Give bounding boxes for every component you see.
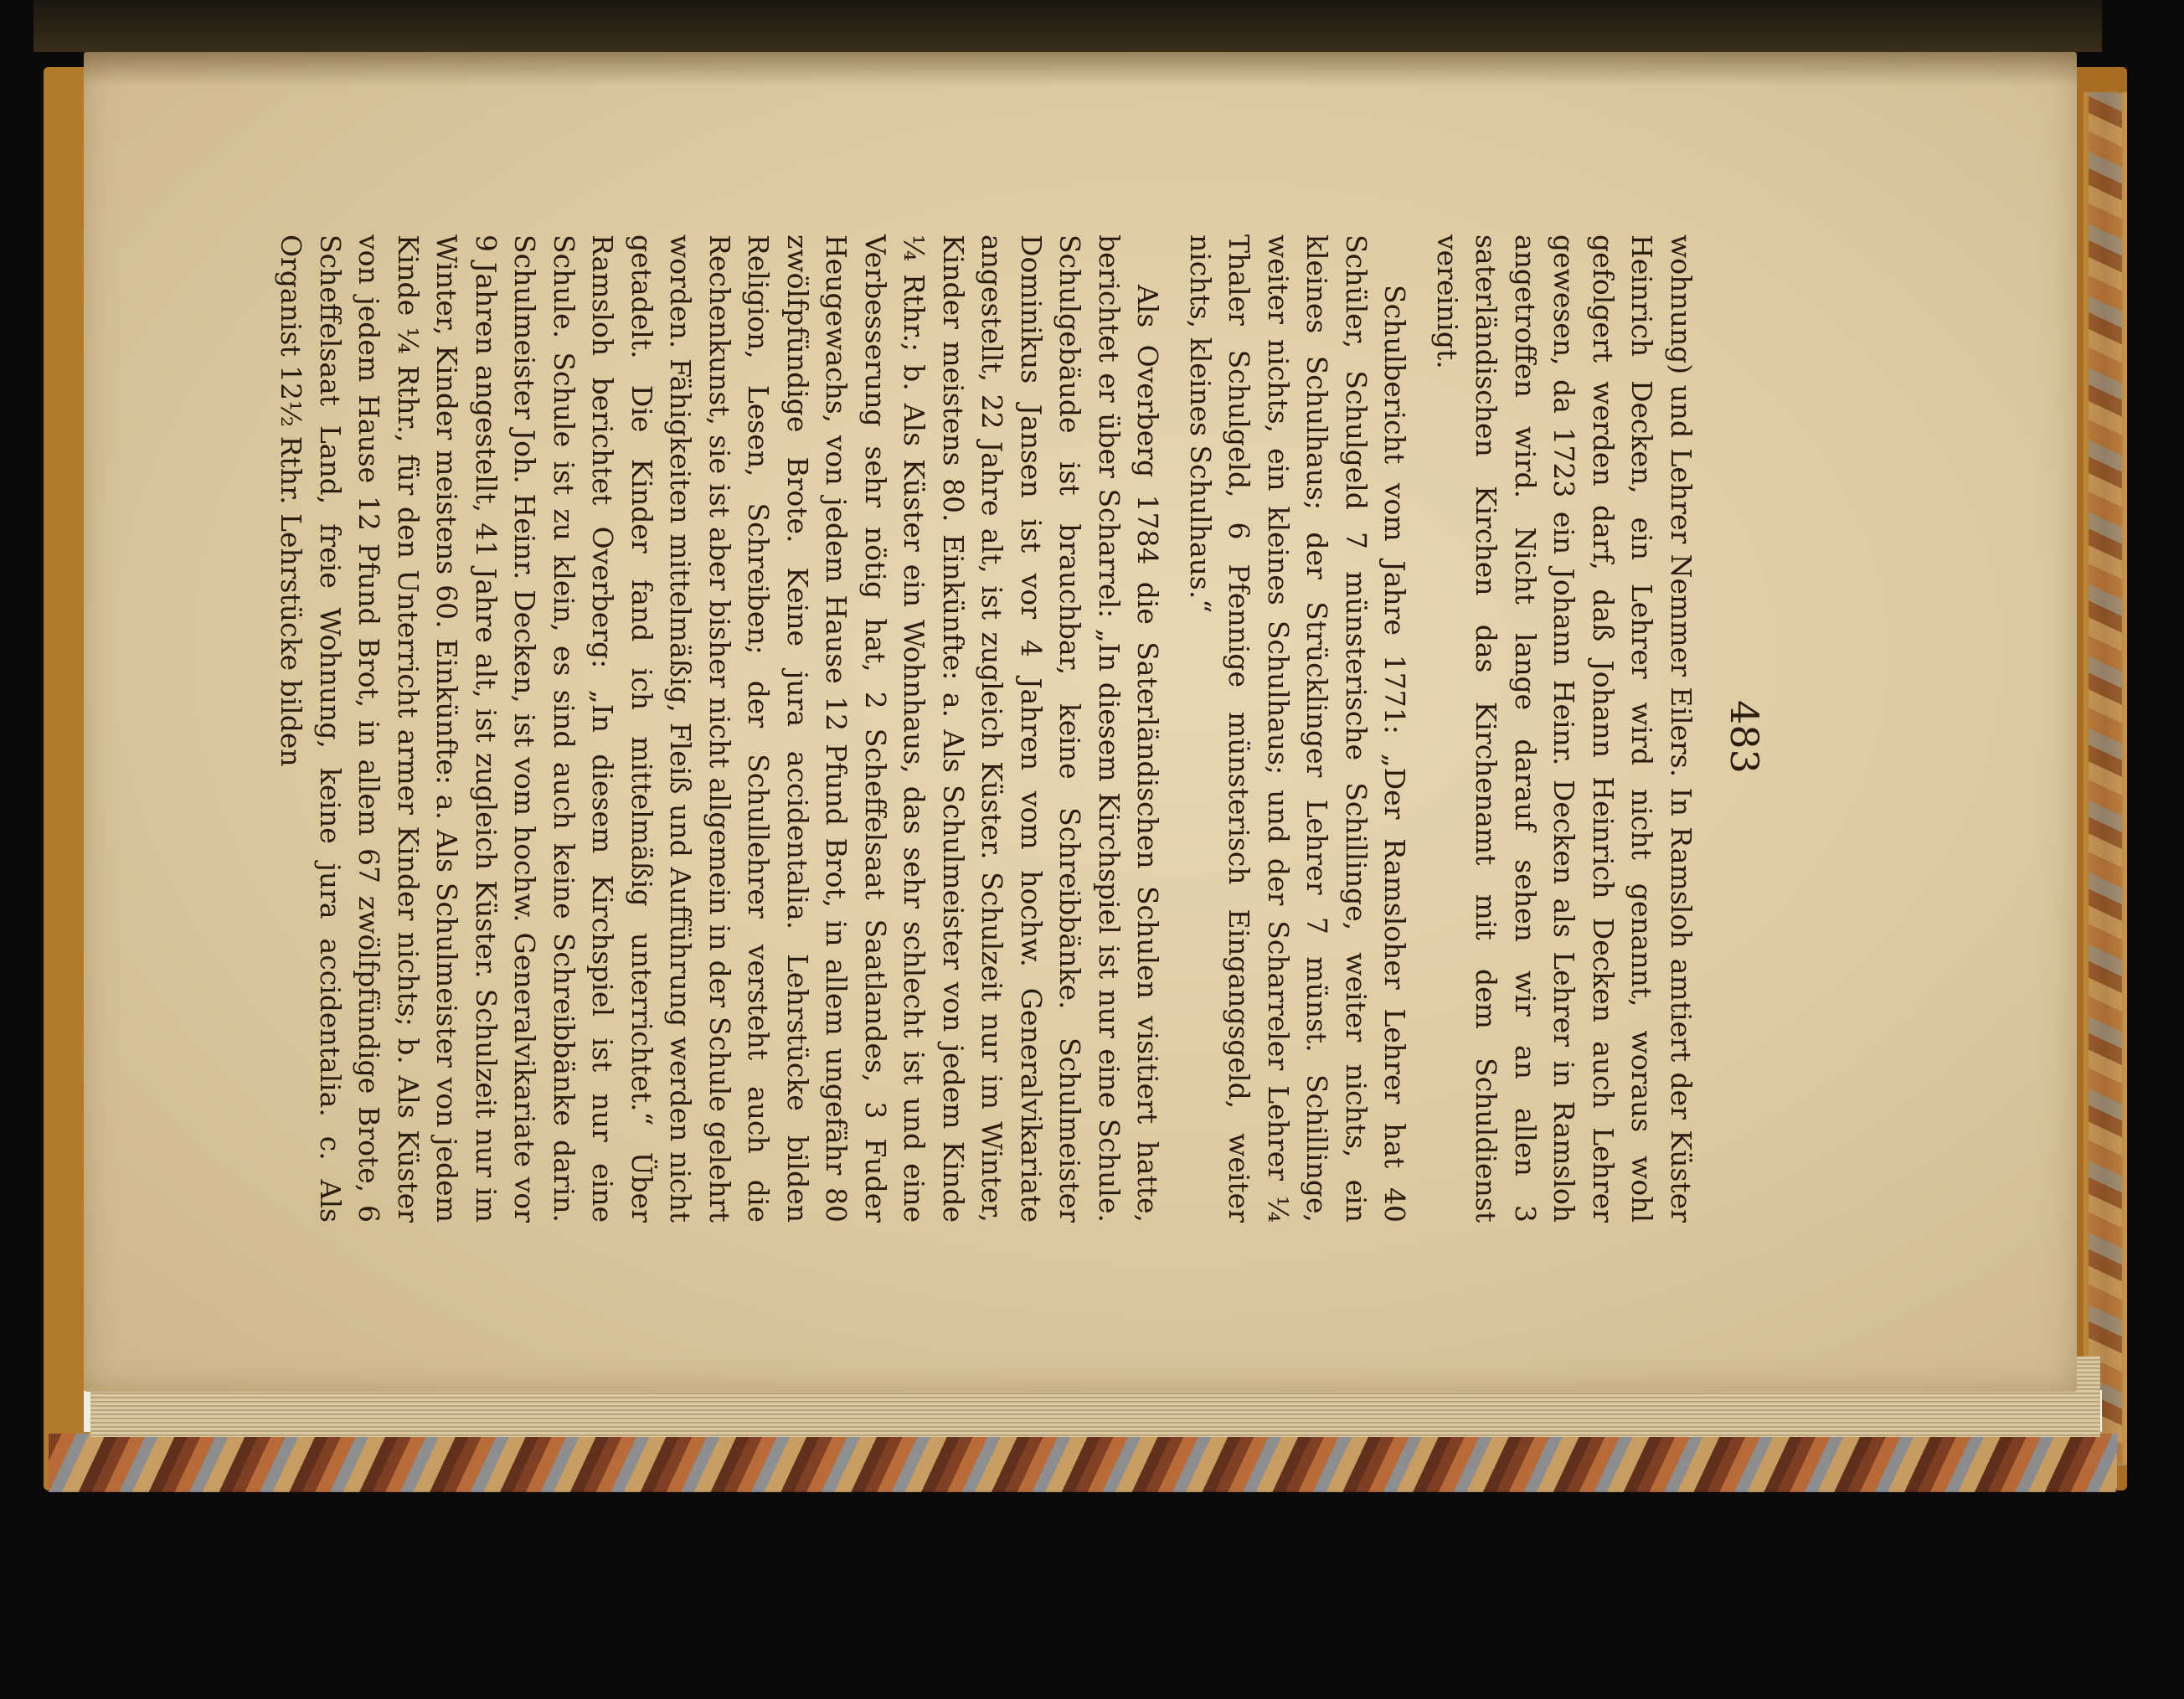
book-spine-edge xyxy=(2084,92,2127,1465)
gutter-shadow xyxy=(84,52,2077,85)
marbled-edge-bottom xyxy=(49,1434,2117,1492)
marbled-edge-side xyxy=(2089,92,2122,1465)
page-text xyxy=(258,234,1700,1223)
paragraph: Als Overberg 1784 die Saterländischen Schulen visitiert hatte, berichtet er über Scharrel: „In diesem Kirchspiel ist nur eine Schule. Schulgebäude ist brauchbar, keine Schreibbänke. Schulmeister Dominikus Jansen ist vor 4 Jahren vom hochw. Generalvikariate angestellt, 22 Jahre alt, ist zugleich Küster. Schulzeit nur im Winter, Kinder meistens 80. Einkünfte: a. Als Schulmeister von jedem Kinde ¼ Rthr.; b. Als Küster ein Wohnhaus, das sehr schlecht ist und eine Verbesserung sehr nötig hat, 2 Scheffelsaat Saatlandes, 3 Fuder Heugewachs, von jedem Hause 12 Pfund Brot, in allem ungefähr 80 zwölfpfündige Brote. Keine jura accidentalia. Lehrstücke bilden Religion, Lesen, Schreiben; der Schullehrer versteht auch die Rechenkunst, sie ist aber bisher nicht allgemein in der Schule gelehrt worden. Fähigkeiten mittelmäßig, Fleiß und Aufführung werden nicht getadelt. Die Kinder fand ich mittelmäßig unterrichtet.“ Über Ramsloh berichtet Overberg: „In diesem Kirchspiel ist nur eine Schule. Schule ist zu klein, es sind auch keine Schreibbänke darin. Schulmeister Joh. Heinr. Decken, ist vom hochw. Generalvikariate vor 9 Jahren angestellt, 41 Jahre alt, ist zugleich Küster. Schulzeit nur im Winter, Kinder meistens 60. Einkünfte: a. Als Schulmeister von jedem Kinde ¼ Rthr., für den Unterricht armer Kinder nichts; b. Als Küster von jedem Hause 12 Pfund Brot, in allem 67 zwölfpfündige Brote, 6 Scheffelsaat Land, freie Wohnung, keine jura accidentalia. c. Als Organist 12½ Rthr. Lehrstücke bilden xyxy=(275,234,1165,1223)
paragraph: wohnung) und Lehrer Nemmer Eilers. In Ramsloh amtiert der Küster Heinrich Decken, ein Lehrer wird nicht genannt, woraus wohl gefolgert werden darf, daß Johann Heinrich Decken auch Lehrer gewesen, da 1723 ein Johann Heinr. Decken als Lehrer in Ramsloh angetroffen wird. Nicht lange darauf sehen wir an allen 3 saterländischen Kirchen das Kirchenamt mit dem Schuldienst vereinigt. xyxy=(1431,234,1697,1223)
paragraph: Schulbericht vom Jahre 1771: „Der Ramsloher Lehrer hat 40 Schüler, Schulgeld 7 münsterische Schillinge, weiter nichts, ein kleines Schulhaus; der Strücklinger Lehrer 7 münst. Schillinge, weiter nichts, ein kleines Schulhaus; und der Scharreler Lehrer ¼ Thaler Schulgeld, 6 Pfennige münsterisch Eingangsgeld, weiter nichts, kleines Schulhaus.“ xyxy=(1184,234,1412,1223)
dark-background-strip xyxy=(33,0,2102,52)
page-number: 483 xyxy=(1722,700,1767,774)
rotated-page-content xyxy=(275,109,1792,1365)
